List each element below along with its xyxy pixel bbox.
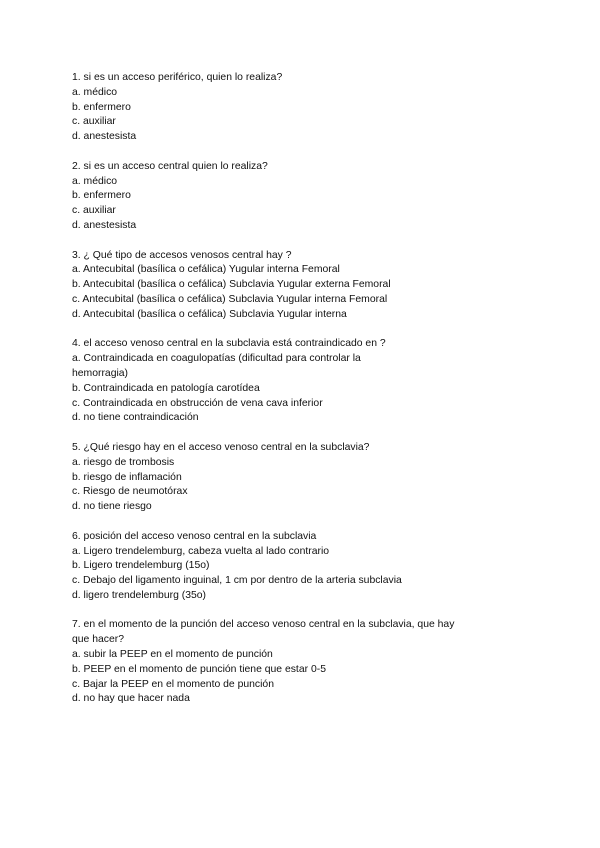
answer-option: b. Antecubital (basílica o cefálica) Subclavia Yugular externa Femoral — [72, 279, 391, 291]
answer-option: b. enfermero — [72, 190, 131, 202]
answer-option: a. médico — [72, 86, 118, 98]
question-4 — [72, 337, 472, 426]
answer-option: c. Contraindicada en obstrucción de vena cava inferior — [72, 397, 323, 409]
question-text: 5. ¿Qué riesgo hay en el acceso venoso central en la subclavia? — [72, 441, 370, 453]
answer-option: c. Debajo del ligamento inguinal, 1 cm por dentro de la arteria subclavia — [72, 575, 402, 587]
question-text: 7. en el momento de la punción del acceso venoso central en la subclavia, que hay que hacer? — [72, 619, 455, 646]
answer-option: d. Antecubital (basílica o cefálica) Subclavia Yugular interna — [72, 308, 347, 320]
answer-option: d. no tiene contraindicación — [72, 412, 199, 424]
answer-option: a. subir la PEEP en el momento de punción — [72, 649, 273, 661]
answer-option: b. enfermero — [72, 101, 131, 113]
answer-option: a. médico — [72, 175, 118, 187]
question-7 — [72, 618, 472, 707]
question-3 — [72, 249, 472, 323]
answer-option: b. Ligero trendelemburg (15o) — [72, 560, 210, 572]
question-text: 2. si es un acceso central quien lo realiza? — [72, 160, 268, 172]
answer-option: c. Riesgo de neumotórax — [72, 486, 188, 498]
answer-option: b. PEEP en el momento de punción tiene que estar 0-5 — [72, 663, 326, 675]
answer-option: c. Bajar la PEEP en el momento de punción — [72, 678, 274, 690]
question-text: 1. si es un acceso periférico, quien lo realiza? — [72, 72, 283, 83]
answer-option: a. riesgo de trombosis — [72, 456, 175, 468]
answer-option: d. anestesista — [72, 219, 137, 231]
answer-option: a. Contraindicada en coagulopatías (dificultad para controlar la hemorragia) — [72, 353, 361, 379]
answer-option: d. anestesista — [72, 131, 137, 143]
question-2 — [72, 160, 472, 234]
answer-option: b. riesgo de inflamación — [72, 471, 182, 483]
answer-option: d. ligero trendelemburg (35o) — [72, 589, 206, 601]
answer-option: c. auxiliar — [72, 116, 116, 128]
question-list — [72, 71, 472, 722]
answer-option: a. Ligero trendelemburg, cabeza vuelta al lado contrario — [72, 545, 330, 557]
question-6 — [72, 530, 472, 604]
question-text: 4. el acceso venoso central en la subclavia está contraindicado en ? — [72, 338, 386, 350]
answer-option: d. no hay que hacer nada — [72, 693, 190, 705]
question-text: 3. ¿ Qué tipo de accesos venosos central hay ? — [72, 249, 292, 261]
answer-option: a. Antecubital (basílica o cefálica) Yugular interna Femoral — [72, 264, 340, 276]
answer-option: c. Antecubital (basílica o cefálica) Subclavia Yugular interna Femoral — [72, 293, 388, 305]
question-5 — [72, 441, 472, 515]
answer-option: c. auxiliar — [72, 205, 116, 217]
answer-option: d. no tiene riesgo — [72, 501, 152, 513]
answer-option: b. Contraindicada en patología carotídea — [72, 382, 260, 394]
question-text: 6. posición del acceso venoso central en la subclavia — [72, 530, 317, 542]
question-1 — [72, 71, 472, 145]
